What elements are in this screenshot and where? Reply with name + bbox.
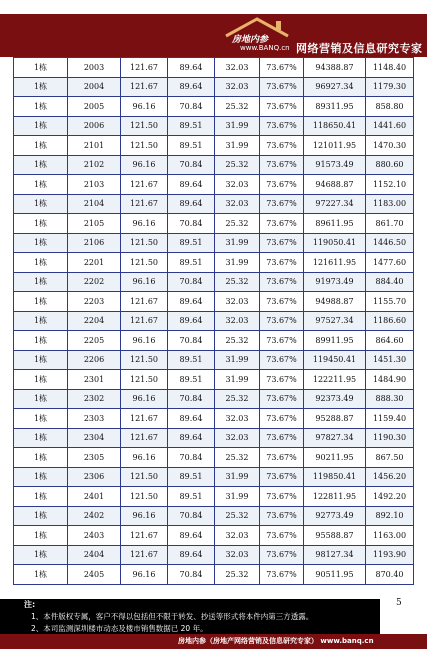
table-cell: 31.99 — [215, 370, 260, 390]
table-cell: 89.64 — [168, 311, 215, 331]
table-cell: 95288.87 — [304, 409, 366, 429]
table-cell: 121.67 — [121, 292, 168, 312]
table-cell: 1栋 — [14, 487, 68, 507]
table-cell: 2206 — [68, 350, 121, 370]
table-cell: 1193.90 — [366, 545, 414, 565]
table-cell: 1栋 — [14, 175, 68, 195]
table-cell: 94688.87 — [304, 175, 366, 195]
table-cell: 73.67% — [260, 428, 304, 448]
table-cell: 73.67% — [260, 409, 304, 429]
table-cell: 1456.20 — [366, 467, 414, 487]
table-cell: 73.67% — [260, 97, 304, 117]
table-cell: 119450.41 — [304, 350, 366, 370]
table-cell: 70.84 — [168, 272, 215, 292]
table-cell: 1栋 — [14, 545, 68, 565]
table-cell: 1148.40 — [366, 58, 414, 78]
table-row — [14, 389, 414, 409]
table-cell: 89.64 — [168, 409, 215, 429]
table-cell: 96.16 — [121, 155, 168, 175]
brand-url: www.BANQ.cn — [240, 44, 290, 52]
table-cell: 32.03 — [215, 292, 260, 312]
table-cell: 73.67% — [260, 116, 304, 136]
table-cell: 1163.00 — [366, 526, 414, 546]
table-cell: 121.50 — [121, 370, 168, 390]
table-row — [14, 448, 414, 468]
table-cell: 73.67% — [260, 214, 304, 234]
table-cell: 73.67% — [260, 175, 304, 195]
note-line-2: 2、本司监测深圳楼市动态及楼市销售数据已 20 年。 — [31, 624, 208, 633]
table-cell: 89.51 — [168, 253, 215, 273]
table-cell: 1栋 — [14, 77, 68, 97]
table-row — [14, 370, 414, 390]
table-cell: 1190.30 — [366, 428, 414, 448]
table-cell: 31.99 — [215, 253, 260, 273]
table-cell: 1484.90 — [366, 370, 414, 390]
table-cell: 73.67% — [260, 467, 304, 487]
table-cell: 1栋 — [14, 448, 68, 468]
table-cell: 2401 — [68, 487, 121, 507]
table-cell: 89.64 — [168, 545, 215, 565]
table-row — [14, 214, 414, 234]
table-cell: 89.64 — [168, 526, 215, 546]
table-row — [14, 136, 414, 156]
table-row — [14, 58, 414, 78]
table-cell: 2302 — [68, 389, 121, 409]
table-cell: 32.03 — [215, 175, 260, 195]
table-cell: 1栋 — [14, 136, 68, 156]
table-cell: 2006 — [68, 116, 121, 136]
table-cell: 2304 — [68, 428, 121, 448]
table-cell: 73.67% — [260, 565, 304, 585]
table-cell: 32.03 — [215, 526, 260, 546]
table-cell: 864.60 — [366, 331, 414, 351]
table-cell: 1492.20 — [366, 487, 414, 507]
table-cell: 870.40 — [366, 565, 414, 585]
table-cell: 121.50 — [121, 233, 168, 253]
table-cell: 31.99 — [215, 233, 260, 253]
table-cell: 1446.50 — [366, 233, 414, 253]
table-cell: 2005 — [68, 97, 121, 117]
table-cell: 25.32 — [215, 214, 260, 234]
table-cell: 89.51 — [168, 467, 215, 487]
table-cell: 98127.34 — [304, 545, 366, 565]
table-cell: 1477.60 — [366, 253, 414, 273]
table-cell: 73.67% — [260, 155, 304, 175]
table-cell: 90511.95 — [304, 565, 366, 585]
table-cell: 1栋 — [14, 214, 68, 234]
table-cell: 121.50 — [121, 350, 168, 370]
table-cell: 1栋 — [14, 97, 68, 117]
table-cell: 1栋 — [14, 155, 68, 175]
table-cell: 25.32 — [215, 565, 260, 585]
table-cell: 73.67% — [260, 448, 304, 468]
table-cell: 1栋 — [14, 565, 68, 585]
table-cell: 1186.60 — [366, 311, 414, 331]
table-cell: 70.84 — [168, 506, 215, 526]
table-cell: 32.03 — [215, 428, 260, 448]
table-cell: 2101 — [68, 136, 121, 156]
table-cell: 121011.95 — [304, 136, 366, 156]
page-header — [0, 0, 427, 57]
table-cell: 2103 — [68, 175, 121, 195]
table-cell: 121.67 — [121, 428, 168, 448]
table-cell: 89311.95 — [304, 97, 366, 117]
table-row — [14, 565, 414, 585]
table-cell: 122211.95 — [304, 370, 366, 390]
table-cell: 1栋 — [14, 292, 68, 312]
notes-title: 注: — [24, 600, 36, 609]
table-cell: 96927.34 — [304, 77, 366, 97]
table-cell: 2003 — [68, 58, 121, 78]
table-cell: 92773.49 — [304, 506, 366, 526]
table-cell: 96.16 — [121, 97, 168, 117]
table-cell: 73.67% — [260, 487, 304, 507]
table-cell: 2204 — [68, 311, 121, 331]
table-cell: 73.67% — [260, 253, 304, 273]
footer-text: 房地内参（房地产网络营销及信息研究专家） www.banq.cn — [178, 637, 374, 645]
table-cell: 1451.30 — [366, 350, 414, 370]
table-cell: 96.16 — [121, 331, 168, 351]
table-cell: 121.67 — [121, 545, 168, 565]
table-cell: 73.67% — [260, 331, 304, 351]
table-row — [14, 272, 414, 292]
table-cell: 2305 — [68, 448, 121, 468]
table-cell: 121.67 — [121, 77, 168, 97]
table-cell: 25.32 — [215, 272, 260, 292]
table-cell: 121.67 — [121, 58, 168, 78]
unit-price-table — [13, 57, 413, 585]
table-cell: 31.99 — [215, 487, 260, 507]
table-cell: 89.51 — [168, 370, 215, 390]
table-cell: 31.99 — [215, 136, 260, 156]
table-cell: 119850.41 — [304, 467, 366, 487]
table-cell: 2201 — [68, 253, 121, 273]
table-cell: 1441.60 — [366, 116, 414, 136]
table-row — [14, 487, 414, 507]
table-cell: 89.51 — [168, 136, 215, 156]
table-cell: 73.67% — [260, 350, 304, 370]
table-cell: 1栋 — [14, 350, 68, 370]
table-cell: 96.16 — [121, 448, 168, 468]
table-row — [14, 175, 414, 195]
note-line-1: 1、本件版权专属，客户不得以包括但不限于转发、抄送等形式将本件内第三方透露。 — [31, 612, 314, 621]
table-row — [14, 467, 414, 487]
table-row — [14, 253, 414, 273]
table-cell: 73.67% — [260, 389, 304, 409]
table-cell: 32.03 — [215, 58, 260, 78]
table-body — [14, 58, 414, 585]
table-cell: 70.84 — [168, 97, 215, 117]
table-cell: 89.64 — [168, 77, 215, 97]
table-cell: 2106 — [68, 233, 121, 253]
table-cell: 1栋 — [14, 233, 68, 253]
table-cell: 121.50 — [121, 136, 168, 156]
table-cell: 121.67 — [121, 194, 168, 214]
table-cell: 94388.87 — [304, 58, 366, 78]
table-cell: 73.67% — [260, 194, 304, 214]
table-cell: 89.64 — [168, 428, 215, 448]
table-cell: 892.10 — [366, 506, 414, 526]
table-cell: 1159.40 — [366, 409, 414, 429]
table-cell: 1栋 — [14, 467, 68, 487]
table-cell: 95588.87 — [304, 526, 366, 546]
table-cell: 2205 — [68, 331, 121, 351]
table-cell: 884.40 — [366, 272, 414, 292]
table-cell: 121.67 — [121, 311, 168, 331]
table-row — [14, 526, 414, 546]
table-cell: 119050.41 — [304, 233, 366, 253]
table-row — [14, 292, 414, 312]
table-cell: 2303 — [68, 409, 121, 429]
table-cell: 73.67% — [260, 136, 304, 156]
table-cell: 25.32 — [215, 331, 260, 351]
table-cell: 97827.34 — [304, 428, 366, 448]
table-cell: 70.84 — [168, 214, 215, 234]
table-cell: 89.64 — [168, 175, 215, 195]
table-cell: 25.32 — [215, 155, 260, 175]
table-cell: 1栋 — [14, 526, 68, 546]
table-cell: 888.30 — [366, 389, 414, 409]
table-cell: 1栋 — [14, 194, 68, 214]
table-cell: 25.32 — [215, 389, 260, 409]
table-cell: 1栋 — [14, 428, 68, 448]
table-cell: 73.67% — [260, 545, 304, 565]
table-cell: 89.51 — [168, 233, 215, 253]
table-cell: 89911.95 — [304, 331, 366, 351]
table-cell: 32.03 — [215, 311, 260, 331]
table-cell: 97227.34 — [304, 194, 366, 214]
table-cell: 25.32 — [215, 506, 260, 526]
table-row — [14, 331, 414, 351]
page-number: 5 — [396, 598, 402, 608]
table-cell: 121.67 — [121, 409, 168, 429]
table-cell: 1栋 — [14, 409, 68, 429]
table-cell: 1栋 — [14, 331, 68, 351]
table-cell: 2203 — [68, 292, 121, 312]
table-cell: 1栋 — [14, 253, 68, 273]
table-cell: 121.67 — [121, 526, 168, 546]
table-cell: 70.84 — [168, 448, 215, 468]
table-cell: 1152.10 — [366, 175, 414, 195]
table-cell: 1155.70 — [366, 292, 414, 312]
table-cell: 880.60 — [366, 155, 414, 175]
table-cell: 73.67% — [260, 233, 304, 253]
table-cell: 96.16 — [121, 565, 168, 585]
table-cell: 96.16 — [121, 272, 168, 292]
table-cell: 96.16 — [121, 506, 168, 526]
table-row — [14, 350, 414, 370]
table-cell: 96.16 — [121, 214, 168, 234]
table-cell: 1栋 — [14, 370, 68, 390]
table-cell: 97527.34 — [304, 311, 366, 331]
table-row — [14, 116, 414, 136]
table-cell: 2405 — [68, 565, 121, 585]
table-cell: 118650.41 — [304, 116, 366, 136]
table-cell: 73.67% — [260, 77, 304, 97]
table-cell: 25.32 — [215, 448, 260, 468]
table-cell: 70.84 — [168, 565, 215, 585]
table-cell: 73.67% — [260, 272, 304, 292]
table-row — [14, 77, 414, 97]
table-row — [14, 409, 414, 429]
table-cell: 1栋 — [14, 272, 68, 292]
table-cell: 1470.30 — [366, 136, 414, 156]
table-row — [14, 506, 414, 526]
table-cell: 31.99 — [215, 350, 260, 370]
table-cell: 89.64 — [168, 194, 215, 214]
table-cell: 73.67% — [260, 370, 304, 390]
table-cell: 73.67% — [260, 311, 304, 331]
table-cell: 2004 — [68, 77, 121, 97]
table-row — [14, 545, 414, 565]
table-cell: 1栋 — [14, 311, 68, 331]
table-cell: 1183.00 — [366, 194, 414, 214]
table-cell: 96.16 — [121, 389, 168, 409]
table-row — [14, 311, 414, 331]
table-cell: 121.67 — [121, 175, 168, 195]
table-cell: 32.03 — [215, 545, 260, 565]
table-cell: 32.03 — [215, 194, 260, 214]
table-cell: 89.51 — [168, 487, 215, 507]
table-cell: 1栋 — [14, 506, 68, 526]
table-cell: 858.80 — [366, 97, 414, 117]
table-cell: 89611.95 — [304, 214, 366, 234]
table-row — [14, 97, 414, 117]
table-cell: 73.67% — [260, 292, 304, 312]
table-cell: 91973.49 — [304, 272, 366, 292]
table-cell: 121.50 — [121, 467, 168, 487]
table-row — [14, 155, 414, 175]
table-cell: 94988.87 — [304, 292, 366, 312]
table-row — [14, 428, 414, 448]
table-cell: 31.99 — [215, 116, 260, 136]
table-cell: 121.50 — [121, 487, 168, 507]
brand-name: 房地内参 — [232, 35, 269, 45]
table-cell: 861.70 — [366, 214, 414, 234]
table-cell: 32.03 — [215, 77, 260, 97]
table-cell: 2301 — [68, 370, 121, 390]
table-cell: 73.67% — [260, 506, 304, 526]
table-cell: 89.64 — [168, 292, 215, 312]
table-cell: 31.99 — [215, 467, 260, 487]
table-cell: 1179.30 — [366, 77, 414, 97]
table-cell: 121.50 — [121, 253, 168, 273]
table-cell: 89.51 — [168, 116, 215, 136]
table-cell: 73.67% — [260, 526, 304, 546]
table-cell: 2402 — [68, 506, 121, 526]
table-cell: 2102 — [68, 155, 121, 175]
table-cell: 2404 — [68, 545, 121, 565]
table-cell: 1栋 — [14, 116, 68, 136]
table-cell: 2104 — [68, 194, 121, 214]
table-cell: 2306 — [68, 467, 121, 487]
table-cell: 89.51 — [168, 350, 215, 370]
table-cell: 2105 — [68, 214, 121, 234]
table-cell: 121.50 — [121, 116, 168, 136]
table-cell: 121611.95 — [304, 253, 366, 273]
table-cell: 122811.95 — [304, 487, 366, 507]
table-cell: 25.32 — [215, 97, 260, 117]
table-cell: 91573.49 — [304, 155, 366, 175]
table-cell: 1栋 — [14, 389, 68, 409]
table-row — [14, 233, 414, 253]
table-cell: 2202 — [68, 272, 121, 292]
table-cell: 70.84 — [168, 331, 215, 351]
table-cell: 90211.95 — [304, 448, 366, 468]
table-cell: 73.67% — [260, 58, 304, 78]
table-row — [14, 194, 414, 214]
table-cell: 1栋 — [14, 58, 68, 78]
table-cell: 89.64 — [168, 58, 215, 78]
table-cell: 32.03 — [215, 409, 260, 429]
table-cell: 70.84 — [168, 389, 215, 409]
table-cell: 867.50 — [366, 448, 414, 468]
table-cell: 2403 — [68, 526, 121, 546]
header-tagline: 网络营销及信息研究专家 — [296, 42, 423, 55]
table-cell: 92373.49 — [304, 389, 366, 409]
table-cell: 70.84 — [168, 155, 215, 175]
